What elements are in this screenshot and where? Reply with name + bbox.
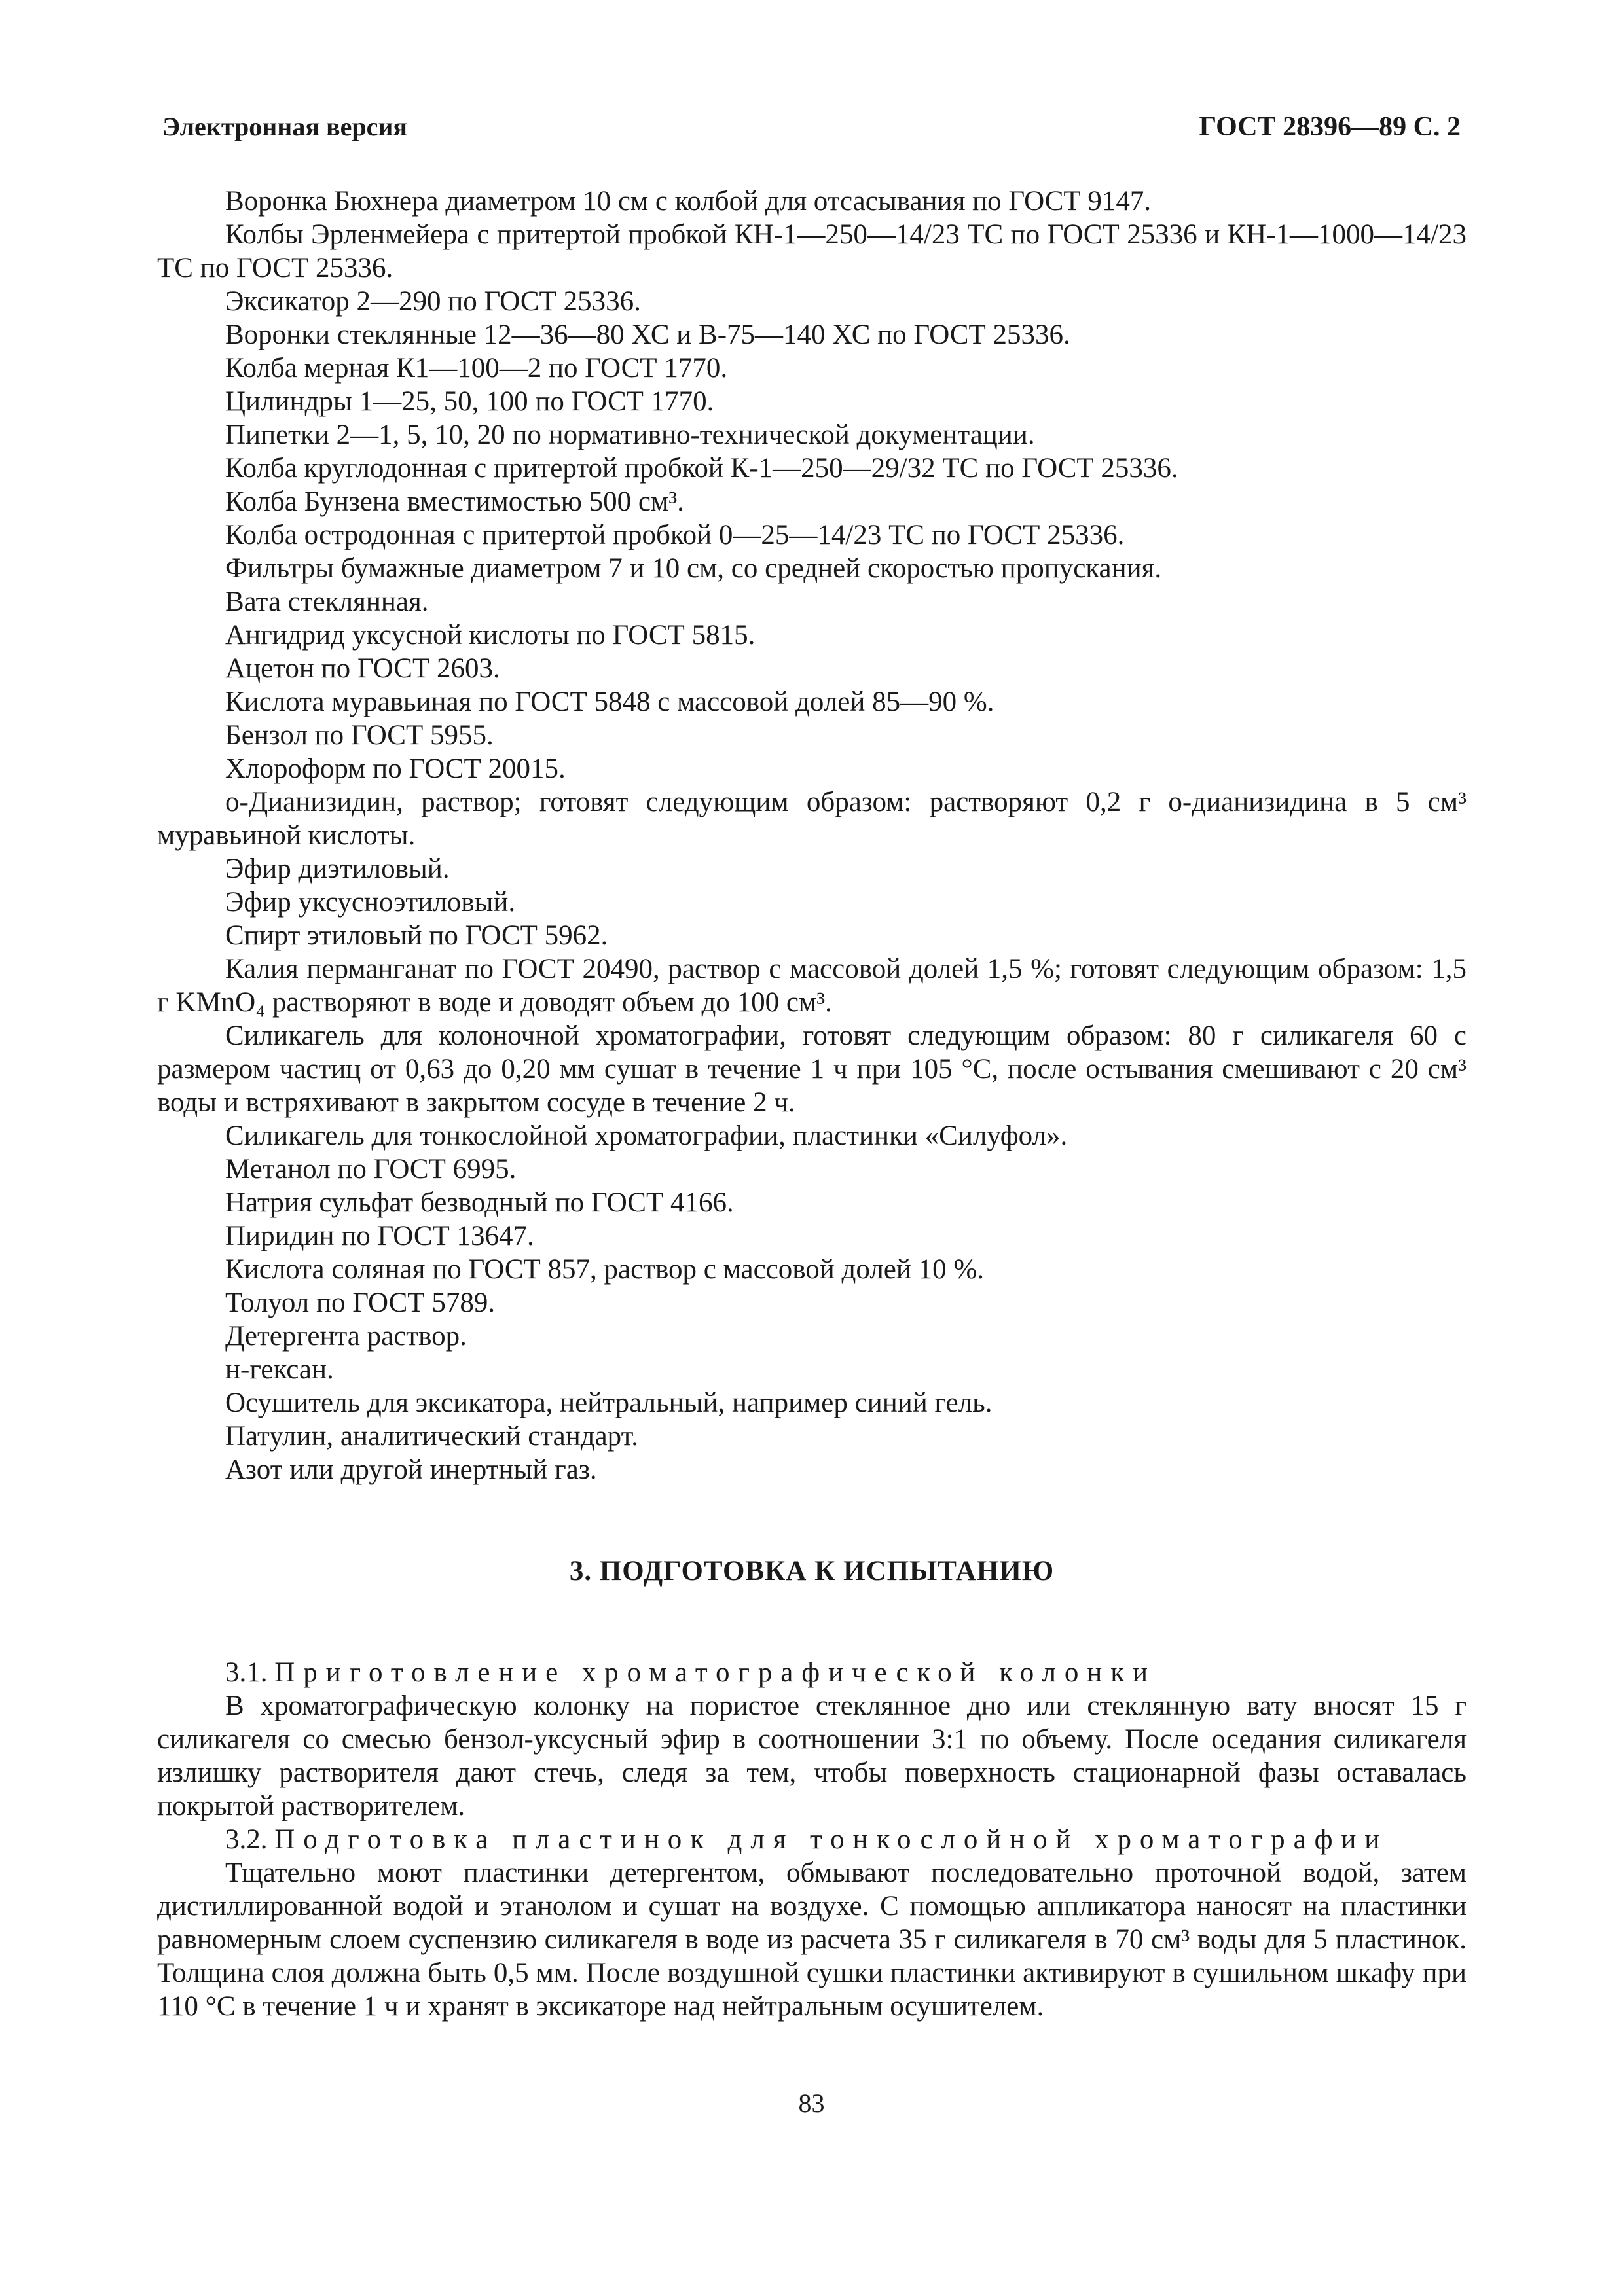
materials-list: [157, 185, 1467, 1486]
subsection-title: Приготовление хроматографической колонки: [274, 1657, 1156, 1688]
list-item: Натрия сульфат безводный по ГОСТ 4166.: [225, 1187, 734, 1218]
subsection-text: В хроматографическую колонку на пористое стеклянное дно или стеклянную вату вносят 15 г силикагеля со смесью бензол-уксусный эфир в соотношении 3:1 по объему. После оседания силикагеля излишку растворителя дают стечь, следя за тем, чтобы поверхность стационарной фазы оставалась покрытой растворителем.: [157, 1691, 1467, 1821]
list-item: Воронка Бюхнера диаметром 10 см с колбой для отсасывания по ГОСТ 9147.: [225, 186, 1152, 217]
subsection-heading: [157, 1656, 1467, 1689]
list-item: Калия перманганат по ГОСТ 20490, раствор с массовой долей 1,5 %; готовят следующим образом: 1,5 г KMnO₄ растворяют в воде и доводят объем до 100 см³.: [157, 954, 1467, 1018]
list-item: Фильтры бумажные диаметром 7 и 10 см, со средней скоростью пропускания.: [225, 553, 1162, 584]
list-item: Бензол по ГОСТ 5955.: [225, 720, 494, 751]
list-item: Ацетон по ГОСТ 2603.: [225, 653, 500, 684]
subsection-text: Тщательно моют пластинки детергентом, обмывают последовательно проточной водой, затем дистиллированной водой и этанолом и сушат на воздухе. С помощью аппликатора наносят на пластинки равномерным слоем суспензию силикагеля в воде из расчета 35 г силикагеля в 70 см³ воды для 5 пластинок. Толщина слоя должна быть 0,5 мм. После воздушной сушки пластинки активируют в сушильном шкафу при 110 °С в течение 1 ч и хранят в эксикаторе над нейтральным осушителем.: [157, 1857, 1467, 2022]
page-number: 83: [798, 2089, 825, 2118]
list-item: Патулин, аналитический стандарт.: [225, 1421, 638, 1452]
section-title: 3. ПОДГОТОВКА К ИСПЫТАНИЮ: [569, 1556, 1055, 1587]
list-item: Хлороформ по ГОСТ 20015.: [225, 753, 566, 784]
list-item: Эксикатор 2—290 по ГОСТ 25336.: [225, 286, 641, 317]
list-item: Колба мерная К1—100—2 по ГОСТ 1770.: [225, 353, 728, 384]
list-item: Колба Бунзена вместимостью 500 см³.: [225, 486, 684, 517]
list-item: Ангидрид уксусной кислоты по ГОСТ 5815.: [225, 620, 756, 651]
document-body: [157, 185, 1467, 2023]
list-item: Воронки стеклянные 12—36—80 ХС и В-75—140 ХС по ГОСТ 25336.: [225, 319, 1070, 350]
list-item: о-Дианизидин, раствор; готовят следующим образом: растворяют 0,2 г о-дианизидина в 5 см³ муравьиной кислоты.: [157, 787, 1467, 851]
subsection-number: 3.2.: [225, 1824, 268, 1855]
list-item: Детергента раствор.: [225, 1321, 467, 1352]
list-item: Осушитель для эксикатора, нейтральный, например синий гель.: [225, 1388, 993, 1418]
subsection-heading: [157, 1823, 1467, 1856]
header-electronic-version: Электронная версия: [162, 112, 408, 141]
subsection-title: Подготовка пластинок для тонкослойной хроматографии: [274, 1824, 1389, 1855]
list-item: Вата стеклянная.: [225, 586, 429, 617]
list-item: Колбы Эрленмейера с притертой пробкой КН-1—250—14/23 ТС по ГОСТ 25336 и КН-1—1000—14/23 ТС по ГОСТ 25336.: [157, 219, 1467, 283]
list-item: Пипетки 2—1, 5, 10, 20 по нормативно-технической документации.: [225, 420, 1035, 450]
list-item: Силикагель для тонкослойной хроматографии, пластинки «Силуфол».: [225, 1121, 1068, 1151]
list-item: Спирт этиловый по ГОСТ 5962.: [225, 920, 608, 951]
list-item: н-гексан.: [225, 1354, 334, 1385]
header-standard-number: ГОСТ 28396—89 С. 2: [1199, 112, 1461, 142]
list-item: Колба круглодонная с притертой пробкой К-1—250—29/32 ТС по ГОСТ 25336.: [225, 453, 1178, 484]
list-item: Колба остродонная с притертой пробкой 0—25—14/23 ТС по ГОСТ 25336.: [225, 520, 1125, 550]
list-item: Азот или другой инертный газ.: [225, 1454, 597, 1485]
list-item: Кислота соляная по ГОСТ 857, раствор с массовой долей 10 %.: [225, 1254, 984, 1285]
list-item: Пиридин по ГОСТ 13647.: [225, 1221, 534, 1251]
list-item: Толуол по ГОСТ 5789.: [225, 1287, 496, 1318]
list-item: Эфир диэтиловый.: [225, 853, 450, 884]
subsection-number: 3.1.: [225, 1657, 268, 1688]
page-header: [162, 111, 1461, 151]
list-item: Метанол по ГОСТ 6995.: [225, 1154, 517, 1185]
list-item: Цилиндры 1—25, 50, 100 по ГОСТ 1770.: [225, 386, 714, 417]
list-item: Кислота муравьиная по ГОСТ 5848 с массовой долей 85—90 %.: [225, 687, 994, 717]
list-item: Силикагель для колоночной хроматографии, готовят следующим образом: 80 г силикагеля 60 с размером частиц от 0,63 до 0,20 мм сушат в течение 1 ч при 105 °С, после остывания смешивают с 20 см³ воды и встряхивают в закрытом сосуде в течение 2 ч.: [157, 1020, 1467, 1118]
list-item: Эфир уксусноэтиловый.: [225, 887, 516, 918]
